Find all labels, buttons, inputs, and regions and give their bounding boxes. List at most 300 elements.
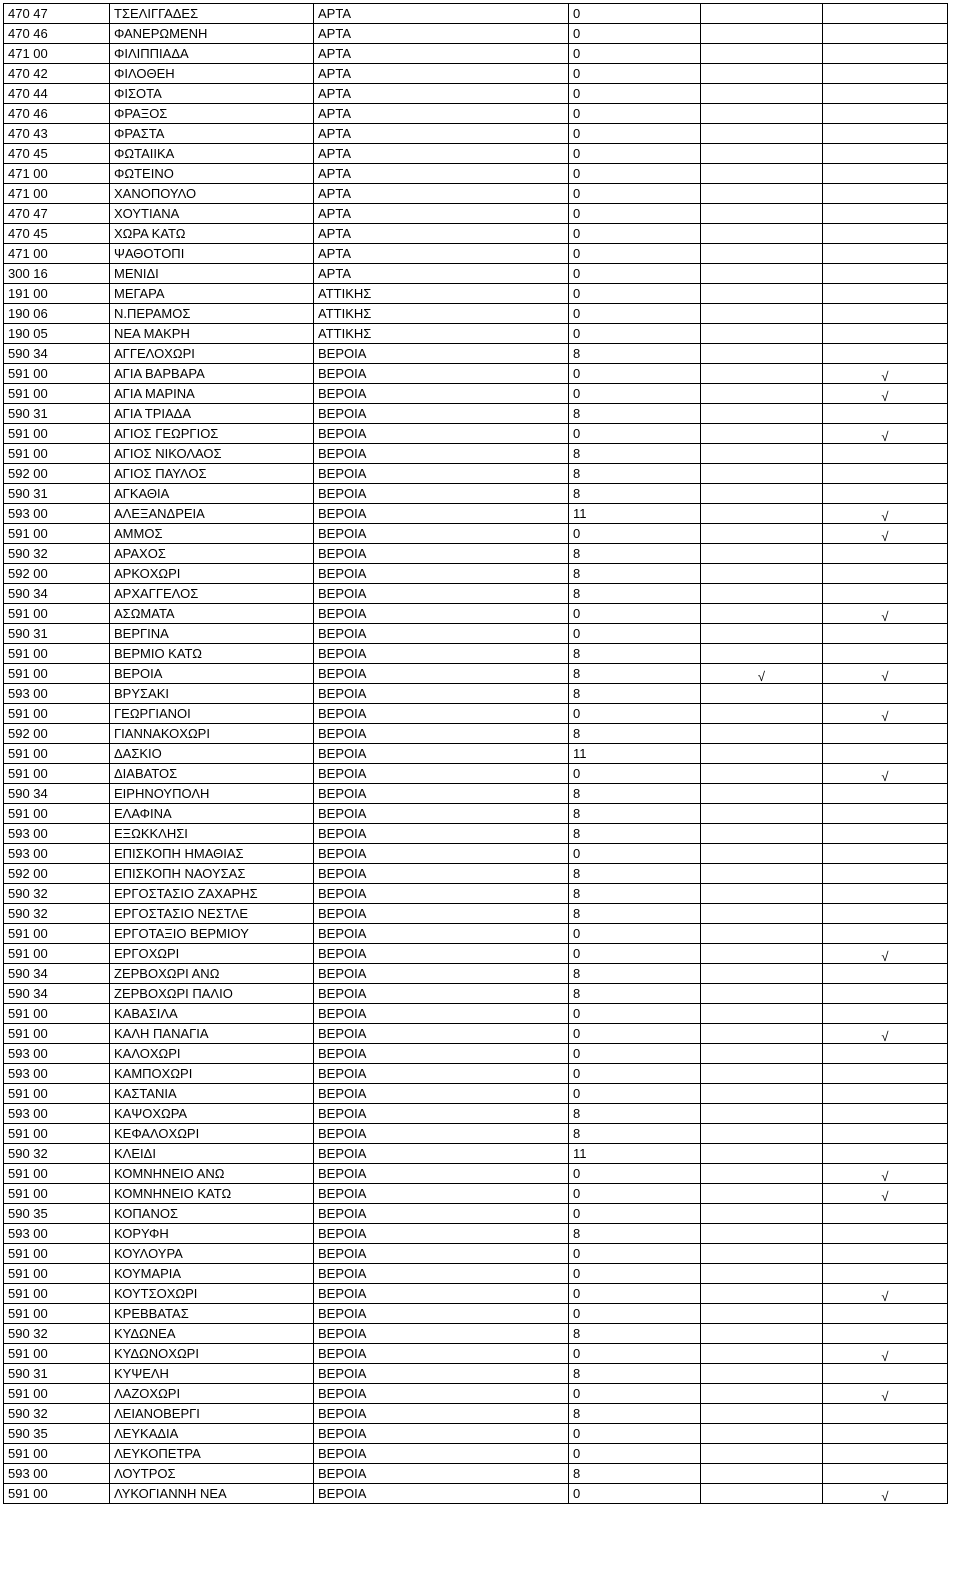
check-a-cell: [701, 1084, 823, 1104]
table-row: [4, 144, 948, 164]
locality-cell: ΑΓΙΑ ΒΑΡΒΑΡΑ: [110, 364, 314, 384]
check-b-cell: [823, 644, 948, 664]
check-b-cell: [823, 1284, 948, 1304]
table-row: [4, 304, 948, 324]
value-cell: 0: [569, 1164, 701, 1184]
check-b-cell: [823, 1264, 948, 1284]
check-b-cell: [823, 1204, 948, 1224]
locality-cell: ΦΙΛΙΠΠΙΑΔΑ: [110, 44, 314, 64]
value-cell: 8: [569, 1224, 701, 1244]
locality-cell: ΓΙΑΝΝΑΚΟΧΩΡΙ: [110, 724, 314, 744]
locality-cell: ΚΑΣΤΑΝΙΑ: [110, 1084, 314, 1104]
prefecture-cell: ΒΕΡΟΙΑ: [314, 1004, 569, 1024]
check-a-cell: [701, 1404, 823, 1424]
postal-code-cell: 591 00: [4, 524, 110, 544]
checkmark-icon: √: [881, 1349, 889, 1364]
check-b-cell: [823, 1404, 948, 1424]
locality-cell: ΧΑΝΟΠΟΥΛΟ: [110, 184, 314, 204]
value-cell: 8: [569, 964, 701, 984]
check-a-cell: [701, 1104, 823, 1124]
check-b-cell: [823, 664, 948, 684]
locality-cell: ΚΟΥΤΣΟΧΩΡΙ: [110, 1284, 314, 1304]
locality-cell: ΑΡΑΧΟΣ: [110, 544, 314, 564]
value-cell: 8: [569, 1124, 701, 1144]
check-a-cell: [701, 924, 823, 944]
prefecture-cell: ΒΕΡΟΙΑ: [314, 1444, 569, 1464]
value-cell: 0: [569, 1044, 701, 1064]
prefecture-cell: ΒΕΡΟΙΑ: [314, 1204, 569, 1224]
locality-cell: ΑΡΧΑΓΓΕΛΟΣ: [110, 584, 314, 604]
value-cell: 0: [569, 24, 701, 44]
table-row: [4, 384, 948, 404]
prefecture-cell: ΑΤΤΙΚΗΣ: [314, 284, 569, 304]
check-b-cell: [823, 284, 948, 304]
postal-code-cell: 590 35: [4, 1424, 110, 1444]
check-a-cell: [701, 364, 823, 384]
value-cell: 8: [569, 864, 701, 884]
locality-cell: ΚΟΠΑΝΟΣ: [110, 1204, 314, 1224]
postal-code-cell: 593 00: [4, 504, 110, 524]
check-b-cell: [823, 224, 948, 244]
value-cell: 8: [569, 584, 701, 604]
check-b-cell: [823, 1164, 948, 1184]
check-a-cell: [701, 824, 823, 844]
prefecture-cell: ΒΕΡΟΙΑ: [314, 484, 569, 504]
check-a-cell: [701, 864, 823, 884]
table-row: [4, 344, 948, 364]
check-a-cell: [701, 664, 823, 684]
value-cell: 11: [569, 744, 701, 764]
prefecture-cell: ΒΕΡΟΙΑ: [314, 1224, 569, 1244]
value-cell: 0: [569, 944, 701, 964]
check-b-cell: [823, 1444, 948, 1464]
value-cell: 0: [569, 1484, 701, 1504]
prefecture-cell: ΒΕΡΟΙΑ: [314, 984, 569, 1004]
prefecture-cell: ΒΕΡΟΙΑ: [314, 904, 569, 924]
check-a-cell: [701, 764, 823, 784]
value-cell: 8: [569, 684, 701, 704]
check-a-cell: [701, 784, 823, 804]
locality-cell: ΒΕΡΟΙΑ: [110, 664, 314, 684]
check-b-cell: [823, 944, 948, 964]
value-cell: 0: [569, 284, 701, 304]
table-row: [4, 1084, 948, 1104]
check-a-cell: [701, 1124, 823, 1144]
checkmark-icon: √: [881, 609, 889, 624]
prefecture-cell: ΒΕΡΟΙΑ: [314, 1484, 569, 1504]
prefecture-cell: ΒΕΡΟΙΑ: [314, 1244, 569, 1264]
value-cell: 0: [569, 1444, 701, 1464]
locality-cell: ΕΛΑΦΙΝΑ: [110, 804, 314, 824]
locality-cell: ΑΜΜΟΣ: [110, 524, 314, 544]
value-cell: 8: [569, 1324, 701, 1344]
table-row: [4, 1144, 948, 1164]
check-b-cell: [823, 24, 948, 44]
check-a-cell: [701, 324, 823, 344]
prefecture-cell: ΑΡΤΑ: [314, 184, 569, 204]
value-cell: 0: [569, 64, 701, 84]
check-b-cell: [823, 864, 948, 884]
locality-cell: ΕΡΓΟΣΤΑΣΙΟ ΝΕΣΤΛΕ: [110, 904, 314, 924]
table-row: [4, 844, 948, 864]
check-a-cell: [701, 684, 823, 704]
prefecture-cell: ΑΡΤΑ: [314, 84, 569, 104]
check-b-cell: [823, 424, 948, 444]
table-row: [4, 184, 948, 204]
locality-cell: ΚΥΔΩΝΟΧΩΡΙ: [110, 1344, 314, 1364]
locality-cell: ΚΑΛΟΧΩΡΙ: [110, 1044, 314, 1064]
check-b-cell: [823, 904, 948, 924]
check-a-cell: [701, 164, 823, 184]
checkmark-icon: √: [881, 769, 889, 784]
value-cell: 0: [569, 244, 701, 264]
prefecture-cell: ΑΡΤΑ: [314, 224, 569, 244]
table-row: [4, 924, 948, 944]
prefecture-cell: ΒΕΡΟΙΑ: [314, 1184, 569, 1204]
value-cell: 0: [569, 1204, 701, 1224]
check-a-cell: [701, 484, 823, 504]
value-cell: 0: [569, 144, 701, 164]
check-a-cell: [701, 104, 823, 124]
prefecture-cell: ΒΕΡΟΙΑ: [314, 644, 569, 664]
prefecture-cell: ΒΕΡΟΙΑ: [314, 1384, 569, 1404]
postal-code-cell: 591 00: [4, 1344, 110, 1364]
value-cell: 0: [569, 1384, 701, 1404]
postal-code-cell: 470 46: [4, 104, 110, 124]
value-cell: 0: [569, 224, 701, 244]
postal-code-cell: 591 00: [4, 944, 110, 964]
locality-cell: ΔΑΣΚΙΟ: [110, 744, 314, 764]
locality-cell: ΜΕΝΙΔΙ: [110, 264, 314, 284]
check-b-cell: [823, 1344, 948, 1364]
checkmark-icon: √: [881, 1489, 889, 1504]
locality-cell: ΦΑΝΕΡΩΜΕΝΗ: [110, 24, 314, 44]
locality-cell: ΑΓΓΕΛΟΧΩΡΙ: [110, 344, 314, 364]
postal-code-cell: 591 00: [4, 1484, 110, 1504]
postal-code-cell: 591 00: [4, 604, 110, 624]
check-a-cell: [701, 1484, 823, 1504]
locality-cell: ΕΠΙΣΚΟΠΗ ΗΜΑΘΙΑΣ: [110, 844, 314, 864]
value-cell: 0: [569, 1264, 701, 1284]
table-row: [4, 644, 948, 664]
value-cell: 8: [569, 644, 701, 664]
check-a-cell: [701, 724, 823, 744]
value-cell: 0: [569, 1004, 701, 1024]
checkmark-icon: √: [881, 1389, 889, 1404]
prefecture-cell: ΒΕΡΟΙΑ: [314, 464, 569, 484]
locality-cell: ΕΠΙΣΚΟΠΗ ΝΑΟΥΣΑΣ: [110, 864, 314, 884]
check-a-cell: [701, 384, 823, 404]
postal-code-cell: 590 32: [4, 1144, 110, 1164]
table-row: [4, 864, 948, 884]
prefecture-cell: ΒΕΡΟΙΑ: [314, 564, 569, 584]
postal-code-cell: 590 32: [4, 884, 110, 904]
checkmark-icon: √: [881, 1289, 889, 1304]
checkmark-icon: √: [881, 709, 889, 724]
table-row: [4, 1444, 948, 1464]
value-cell: 0: [569, 1024, 701, 1044]
postal-code-cell: 591 00: [4, 1084, 110, 1104]
locality-cell: ΛΕΙΑΝΟΒΕΡΓΙ: [110, 1404, 314, 1424]
table-row: [4, 284, 948, 304]
check-a-cell: [701, 1304, 823, 1324]
postal-code-cell: 590 34: [4, 964, 110, 984]
value-cell: 0: [569, 1064, 701, 1084]
check-b-cell: [823, 684, 948, 704]
table-row: [4, 704, 948, 724]
locality-cell: ΝΕΑ ΜΑΚΡΗ: [110, 324, 314, 344]
table-row: [4, 244, 948, 264]
check-b-cell: [823, 84, 948, 104]
locality-cell: ΖΕΡΒΟΧΩΡΙ ΑΝΩ: [110, 964, 314, 984]
check-a-cell: [701, 1024, 823, 1044]
prefecture-cell: ΒΕΡΟΙΑ: [314, 1364, 569, 1384]
check-a-cell: [701, 24, 823, 44]
prefecture-cell: ΒΕΡΟΙΑ: [314, 724, 569, 744]
value-cell: 0: [569, 1184, 701, 1204]
postal-code-cell: 591 00: [4, 1004, 110, 1024]
table-row: [4, 944, 948, 964]
postal-code-cell: 590 32: [4, 1404, 110, 1424]
table-row: [4, 44, 948, 64]
table-row: [4, 1064, 948, 1084]
postal-code-cell: 593 00: [4, 1464, 110, 1484]
table-row: [4, 1404, 948, 1424]
check-b-cell: [823, 104, 948, 124]
locality-cell: ΚΟΜΝΗΝΕΙΟ ΑΝΩ: [110, 1164, 314, 1184]
table-row: [4, 504, 948, 524]
check-b-cell: [823, 604, 948, 624]
locality-cell: ΦΩΤΕΙΝΟ: [110, 164, 314, 184]
table-row: [4, 64, 948, 84]
value-cell: 0: [569, 304, 701, 324]
postal-code-cell: 592 00: [4, 464, 110, 484]
prefecture-cell: ΒΕΡΟΙΑ: [314, 1104, 569, 1124]
locality-cell: ΒΡΥΣΑΚΙ: [110, 684, 314, 704]
locality-cell: ΓΕΩΡΓΙΑΝΟΙ: [110, 704, 314, 724]
value-cell: 8: [569, 904, 701, 924]
prefecture-cell: ΒΕΡΟΙΑ: [314, 1084, 569, 1104]
locality-cell: ΦΙΣΟΤΑ: [110, 84, 314, 104]
check-b-cell: [823, 64, 948, 84]
postal-code-cell: 593 00: [4, 1224, 110, 1244]
table-row: [4, 724, 948, 744]
checkmark-icon: √: [881, 429, 889, 444]
table-row: [4, 444, 948, 464]
prefecture-cell: ΒΕΡΟΙΑ: [314, 364, 569, 384]
check-a-cell: [701, 1224, 823, 1244]
table-row: [4, 884, 948, 904]
checkmark-icon: √: [881, 389, 889, 404]
check-a-cell: [701, 124, 823, 144]
table-row: [4, 1004, 948, 1024]
prefecture-cell: ΒΕΡΟΙΑ: [314, 664, 569, 684]
prefecture-cell: ΒΕΡΟΙΑ: [314, 744, 569, 764]
postal-code-cell: 470 43: [4, 124, 110, 144]
prefecture-cell: ΒΕΡΟΙΑ: [314, 1344, 569, 1364]
postal-code-cell: 470 42: [4, 64, 110, 84]
check-b-cell: [823, 1224, 948, 1244]
postal-code-cell: 591 00: [4, 1304, 110, 1324]
postal-code-cell: 593 00: [4, 1044, 110, 1064]
table-row: [4, 124, 948, 144]
value-cell: 8: [569, 1104, 701, 1124]
table-row: [4, 804, 948, 824]
check-a-cell: [701, 804, 823, 824]
locality-cell: ΑΓΚΑΘΙΑ: [110, 484, 314, 504]
prefecture-cell: ΒΕΡΟΙΑ: [314, 1044, 569, 1064]
postal-code-cell: 591 00: [4, 424, 110, 444]
prefecture-cell: ΑΡΤΑ: [314, 244, 569, 264]
check-b-cell: [823, 564, 948, 584]
value-cell: 0: [569, 364, 701, 384]
prefecture-cell: ΒΕΡΟΙΑ: [314, 1404, 569, 1424]
locality-cell: ΑΓΙΟΣ ΠΑΥΛΟΣ: [110, 464, 314, 484]
value-cell: 8: [569, 564, 701, 584]
check-a-cell: [701, 1284, 823, 1304]
locality-cell: ΕΡΓΟΤΑΞΙΟ ΒΕΡΜΙΟΥ: [110, 924, 314, 944]
table-row: [4, 24, 948, 44]
locality-cell: ΚΟΥΜΑΡΙΑ: [110, 1264, 314, 1284]
check-b-cell: [823, 584, 948, 604]
postal-code-cell: 590 34: [4, 784, 110, 804]
table-row: [4, 1364, 948, 1384]
locality-cell: ΤΣΕΛΙΓΓΑΔΕΣ: [110, 4, 314, 24]
locality-cell: ΒΕΡΜΙΟ ΚΑΤΩ: [110, 644, 314, 664]
check-a-cell: [701, 224, 823, 244]
check-b-cell: [823, 1144, 948, 1164]
postal-code-cell: 591 00: [4, 1264, 110, 1284]
checkmark-icon: √: [881, 369, 889, 384]
locality-cell: ΛΕΥΚΑΔΙΑ: [110, 1424, 314, 1444]
check-a-cell: [701, 1324, 823, 1344]
prefecture-cell: ΑΡΤΑ: [314, 24, 569, 44]
check-b-cell: [823, 324, 948, 344]
table-row: [4, 1204, 948, 1224]
check-a-cell: [701, 584, 823, 604]
prefecture-cell: ΒΕΡΟΙΑ: [314, 944, 569, 964]
check-b-cell: [823, 1244, 948, 1264]
postal-code-cell: 591 00: [4, 1284, 110, 1304]
value-cell: 8: [569, 884, 701, 904]
table-row: [4, 564, 948, 584]
check-a-cell: [701, 1204, 823, 1224]
check-a-cell: [701, 884, 823, 904]
check-b-cell: [823, 1484, 948, 1504]
check-b-cell: [823, 264, 948, 284]
check-b-cell: [823, 1384, 948, 1404]
prefecture-cell: ΑΡΤΑ: [314, 4, 569, 24]
value-cell: 0: [569, 4, 701, 24]
value-cell: 0: [569, 84, 701, 104]
locality-cell: ΕΞΩΚΚΛΗΣΙ: [110, 824, 314, 844]
checkmark-icon: √: [881, 949, 889, 964]
checkmark-icon: √: [757, 669, 766, 684]
value-cell: 0: [569, 124, 701, 144]
check-b-cell: [823, 924, 948, 944]
prefecture-cell: ΒΕΡΟΙΑ: [314, 624, 569, 644]
postal-code-cell: 590 31: [4, 1364, 110, 1384]
value-cell: 8: [569, 1404, 701, 1424]
check-a-cell: [701, 464, 823, 484]
value-cell: 0: [569, 204, 701, 224]
table-row: [4, 204, 948, 224]
prefecture-cell: ΑΡΤΑ: [314, 64, 569, 84]
postal-code-cell: 593 00: [4, 1104, 110, 1124]
check-b-cell: [823, 1304, 948, 1324]
check-b-cell: [823, 344, 948, 364]
prefecture-cell: ΑΡΤΑ: [314, 264, 569, 284]
check-b-cell: [823, 544, 948, 564]
postal-code-cell: 591 00: [4, 1244, 110, 1264]
value-cell: 0: [569, 424, 701, 444]
check-b-cell: [823, 524, 948, 544]
prefecture-cell: ΒΕΡΟΙΑ: [314, 684, 569, 704]
value-cell: 0: [569, 604, 701, 624]
check-a-cell: [701, 1244, 823, 1264]
prefecture-cell: ΒΕΡΟΙΑ: [314, 384, 569, 404]
postal-code-cell: 470 46: [4, 24, 110, 44]
table-row: [4, 664, 948, 684]
value-cell: 8: [569, 544, 701, 564]
check-b-cell: [823, 1464, 948, 1484]
prefecture-cell: ΒΕΡΟΙΑ: [314, 1164, 569, 1184]
prefecture-cell: ΒΕΡΟΙΑ: [314, 444, 569, 464]
check-b-cell: [823, 1084, 948, 1104]
check-b-cell: [823, 164, 948, 184]
check-b-cell: [823, 184, 948, 204]
locality-cell: ΧΟΥΤΙΑΝΑ: [110, 204, 314, 224]
postal-code-cell: 300 16: [4, 264, 110, 284]
prefecture-cell: ΒΕΡΟΙΑ: [314, 1124, 569, 1144]
check-a-cell: [701, 604, 823, 624]
locality-cell: ΦΡΑΣΤΑ: [110, 124, 314, 144]
table-row: [4, 4, 948, 24]
locality-cell: ΚΑΛΗ ΠΑΝΑΓΙΑ: [110, 1024, 314, 1044]
prefecture-cell: ΒΕΡΟΙΑ: [314, 584, 569, 604]
check-b-cell: [823, 244, 948, 264]
table-row: [4, 264, 948, 284]
value-cell: 0: [569, 1284, 701, 1304]
table-row: [4, 1224, 948, 1244]
checkmark-icon: √: [881, 1029, 889, 1044]
prefecture-cell: ΒΕΡΟΙΑ: [314, 604, 569, 624]
check-a-cell: [701, 844, 823, 864]
check-a-cell: [701, 184, 823, 204]
locality-cell: ΚΟΥΛΟΥΡΑ: [110, 1244, 314, 1264]
table-row: [4, 624, 948, 644]
postal-code-cell: 470 45: [4, 144, 110, 164]
table-row: [4, 904, 948, 924]
prefecture-cell: ΒΕΡΟΙΑ: [314, 1144, 569, 1164]
locality-cell: ΑΣΩΜΑΤΑ: [110, 604, 314, 624]
value-cell: 0: [569, 264, 701, 284]
check-a-cell: [701, 564, 823, 584]
value-cell: 0: [569, 1424, 701, 1444]
prefecture-cell: ΒΕΡΟΙΑ: [314, 504, 569, 524]
value-cell: 0: [569, 44, 701, 64]
table-row: [4, 424, 948, 444]
table-row: [4, 224, 948, 244]
check-a-cell: [701, 204, 823, 224]
postal-code-cell: 591 00: [4, 804, 110, 824]
check-b-cell: [823, 704, 948, 724]
postal-code-cell: 470 47: [4, 4, 110, 24]
prefecture-cell: ΒΕΡΟΙΑ: [314, 424, 569, 444]
locality-cell: ΕΡΓΟΣΤΑΣΙΟ ΖΑΧΑΡΗΣ: [110, 884, 314, 904]
postal-code-cell: 471 00: [4, 44, 110, 64]
value-cell: 8: [569, 1364, 701, 1384]
